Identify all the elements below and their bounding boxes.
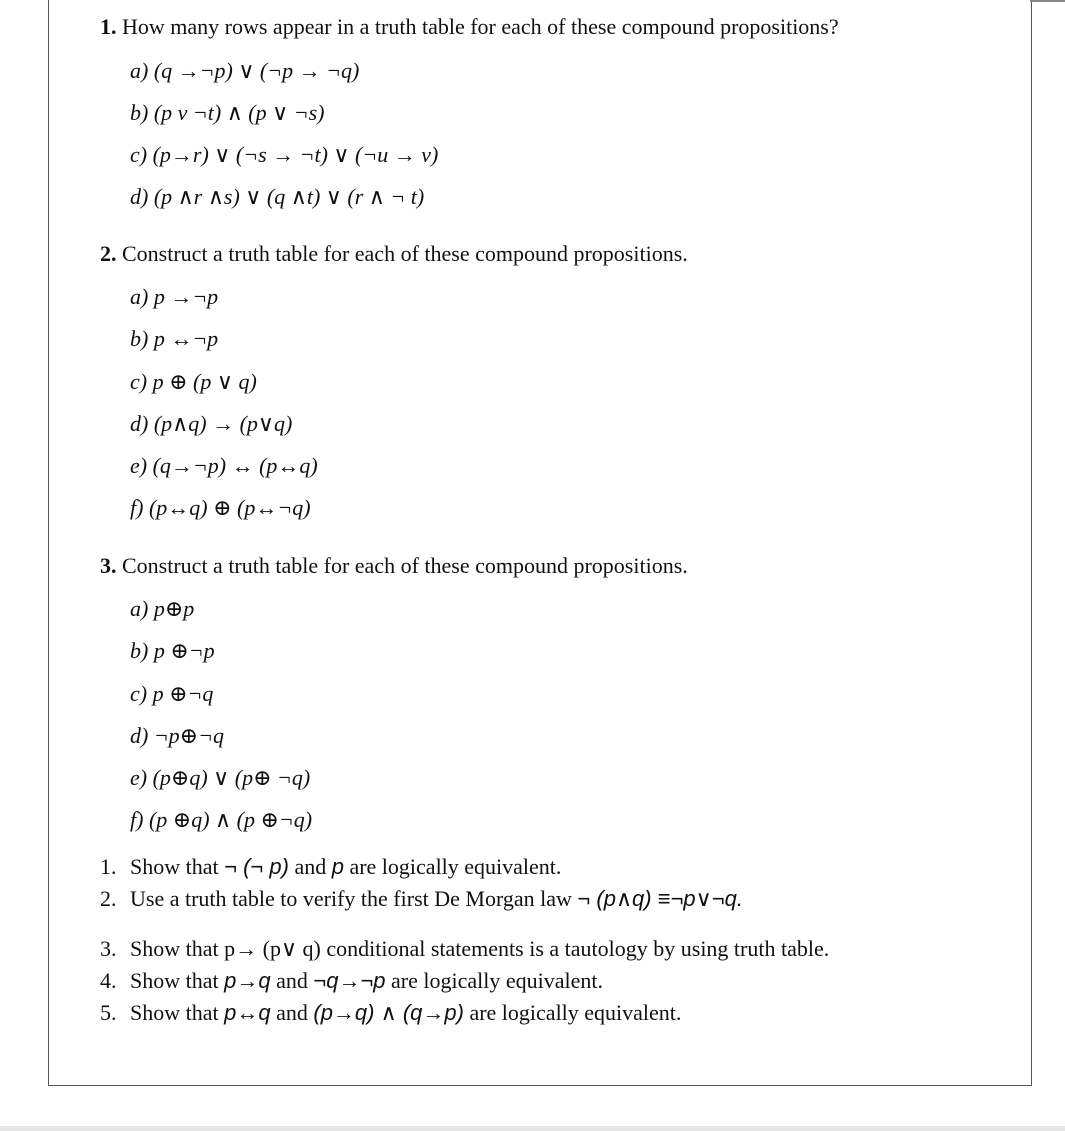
exercise-4-text-mid: and	[270, 968, 314, 993]
exercise-4-text-post: are logically equivalent.	[385, 968, 604, 993]
question-1-number: 1.	[100, 14, 117, 39]
exercise-4	[100, 970, 603, 992]
exercise-4-text-pre: Show that	[130, 968, 225, 993]
exercise-2-expr: ¬ (p∧q) ≡¬p∨¬q.	[577, 886, 743, 911]
q3-item-b: b) p ⊕¬p	[130, 638, 215, 663]
exercise-5-number: 5.	[100, 1000, 117, 1025]
q1-item-b: b) (p v ¬t) ∧ (p ∨ ¬s)	[130, 100, 325, 125]
exercise-5-text-post: are logically equivalent.	[463, 1000, 682, 1025]
exercise-1-text-post: are logically equivalent.	[343, 854, 562, 879]
question-2-title: Construct a truth table for each of these compound propositions.	[122, 241, 688, 266]
exercise-1-number: 1.	[100, 854, 117, 879]
question-3-title: Construct a truth table for each of these compound propositions.	[122, 553, 688, 578]
exercise-4-number: 4.	[100, 968, 117, 993]
bottom-margin	[0, 1126, 1065, 1131]
exercise-1	[100, 856, 561, 878]
q2-item-c: c) p ⊕ (p ∨ q)	[130, 369, 257, 394]
question-1-title: How many rows appear in a truth table for each of these compound propositions?	[122, 14, 839, 39]
q3-item-c: c) p ⊕¬q	[130, 681, 214, 706]
q1-item-c: c) (p→r) ∨ (¬s → ¬t) ∨ (¬u → v)	[130, 142, 439, 167]
exercise-5-text-mid: and	[270, 1000, 314, 1025]
page-edge	[1030, 0, 1065, 2]
q3-item-e: e) (p⊕q) ∨ (p⊕ ¬q)	[130, 765, 311, 790]
q2-item-a: a) p →¬p	[130, 284, 219, 309]
question-2-heading	[100, 243, 688, 265]
question-3-heading	[100, 555, 688, 577]
q1-item-d: d) (p ∧r ∧s) ∨ (q ∧t) ∨ (r ∧ ¬ t)	[130, 184, 425, 209]
question-1-heading	[100, 16, 839, 38]
exercise-3-number: 3.	[100, 936, 117, 961]
question-2-number: 2.	[100, 241, 117, 266]
q3-item-f: f) (p ⊕q) ∧ (p ⊕¬q)	[130, 807, 313, 832]
exercise-2-number: 2.	[100, 886, 117, 911]
exercise-1-expr2: p	[331, 854, 344, 879]
exercise-3-text: Show that p→ (p∨ q) conditional statements is a tautology by using truth table.	[130, 936, 830, 961]
q2-item-e: e) (q→¬p) ↔ (p↔q)	[130, 453, 318, 478]
q3-item-a: a) p⊕p	[130, 596, 195, 621]
exercise-5-expr2: (p→q) ∧ (q→p)	[313, 1000, 464, 1025]
exercise-2	[100, 888, 743, 910]
exercise-3	[100, 938, 829, 960]
q1-item-a: a) (q →¬p) ∨ (¬p → ¬q)	[130, 58, 360, 83]
q2-item-f: f) (p↔q) ⊕ (p↔¬q)	[130, 495, 311, 520]
exercise-5-expr: p↔q	[224, 1000, 271, 1025]
exercise-4-expr2: ¬q→¬p	[313, 968, 386, 993]
exercise-1-text-mid: and	[288, 854, 332, 879]
q3-item-d: d) ¬p⊕¬q	[130, 723, 224, 748]
exercise-1-text-pre: Show that	[130, 854, 225, 879]
exercise-2-text-pre: Use a truth table to verify the first De Morgan law	[130, 886, 578, 911]
q2-item-d: d) (p∧q) → (p∨q)	[130, 411, 293, 436]
exercise-4-expr: p→q	[224, 968, 271, 993]
exercise-1-expr: ¬ (¬ p)	[224, 854, 289, 879]
exercise-5-text-pre: Show that	[130, 1000, 225, 1025]
question-3-number: 3.	[100, 553, 117, 578]
q2-item-b: b) p ↔¬p	[130, 326, 219, 351]
exercise-5	[100, 1002, 681, 1024]
